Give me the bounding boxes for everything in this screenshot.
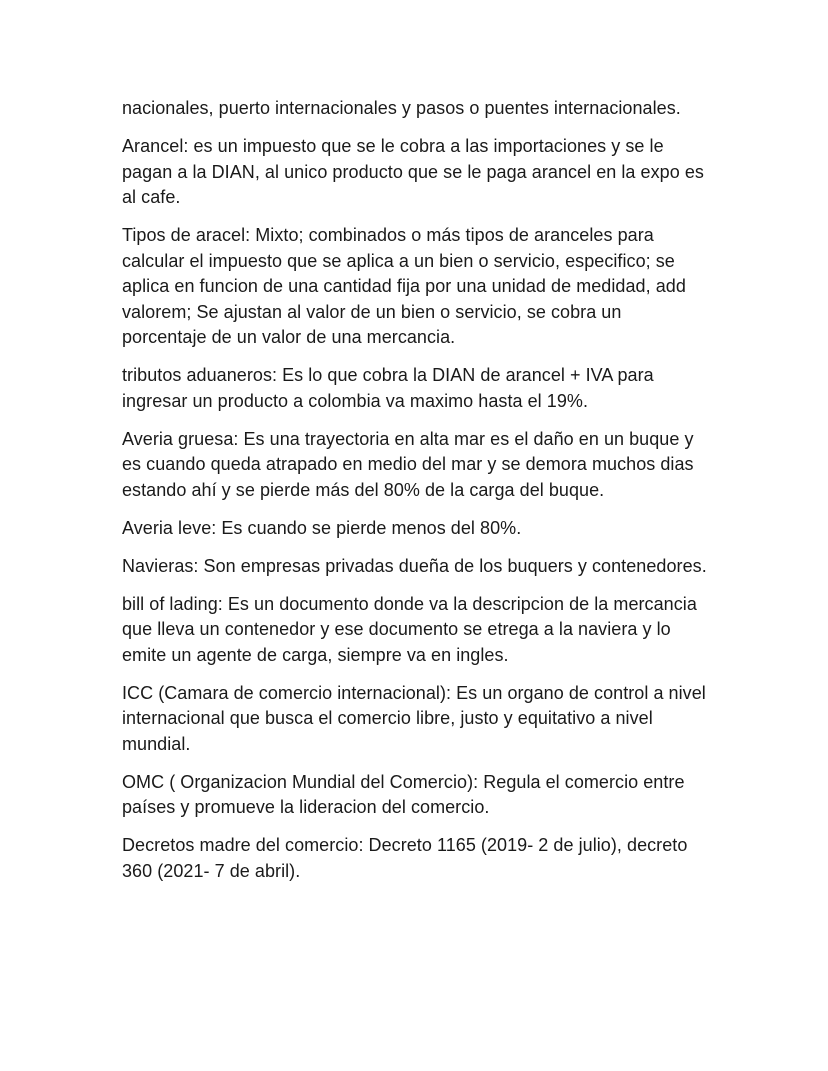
paragraph-tributos-aduaneros: tributos aduaneros: Es lo que cobra la DIAN de arancel + IVA para ingresar un producto a colombia va maximo hasta el 19%. — [122, 365, 654, 411]
paragraph-icc: ICC (Camara de comercio internacional): Es un organo de control a nivel internacional que busca el comercio libre, justo y equitativo a nivel mundial. — [122, 682, 706, 754]
paragraph-averia-gruesa: Averia gruesa: Es una trayectoria en alta mar es el daño en un buque y es cuando queda atrapado en medio del mar y se demora muchos dias estando ahí y se pierde más del 80% de la carga del buque. — [122, 428, 694, 500]
paragraph-ports: nacionales, puerto internacionales y pasos o puentes internacionales. — [122, 98, 681, 118]
paragraph-navieras: Navieras: Son empresas privadas dueña de los buquers y contenedores. — [122, 555, 707, 576]
paragraph-bill-of-lading: bill of lading: Es un documento donde va la descripcion de la mercancia que lleva un contenedor y ese documento se etrega a la naviera y lo emite un agente de carga, siempre va en ingles. — [122, 593, 697, 665]
paragraph-decretos: Decretos madre del comercio: Decreto 1165 (2019- 2 de julio), decreto 360 (2021- 7 de abril). — [122, 835, 688, 881]
paragraph-arancel: Arancel: es un impuesto que se le cobra a las importaciones y se le pagan a la DIAN, al unico producto que se le paga arancel en la expo es al cafe. — [122, 136, 704, 207]
document-page — [122, 96, 708, 897]
paragraph-averia-leve: Averia leve: Es cuando se pierde menos del 80%. — [122, 517, 522, 538]
paragraph-omc: OMC ( Organizacion Mundial del Comercio): Regula el comercio entre países y promueve la lideracion del comercio. — [122, 771, 685, 817]
paragraph-tipos-arancel: Tipos de aracel: Mixto; combinados o más tipos de aranceles para calcular el impuesto que se aplica a un bien o servicio, especifico; se aplica en funcion de una cantidad fija por una unidad de medidad, add valorem; Se ajustan al valor de un bien o servicio, se cobra un porcentaje de un valor de una mercancia. — [122, 225, 686, 347]
